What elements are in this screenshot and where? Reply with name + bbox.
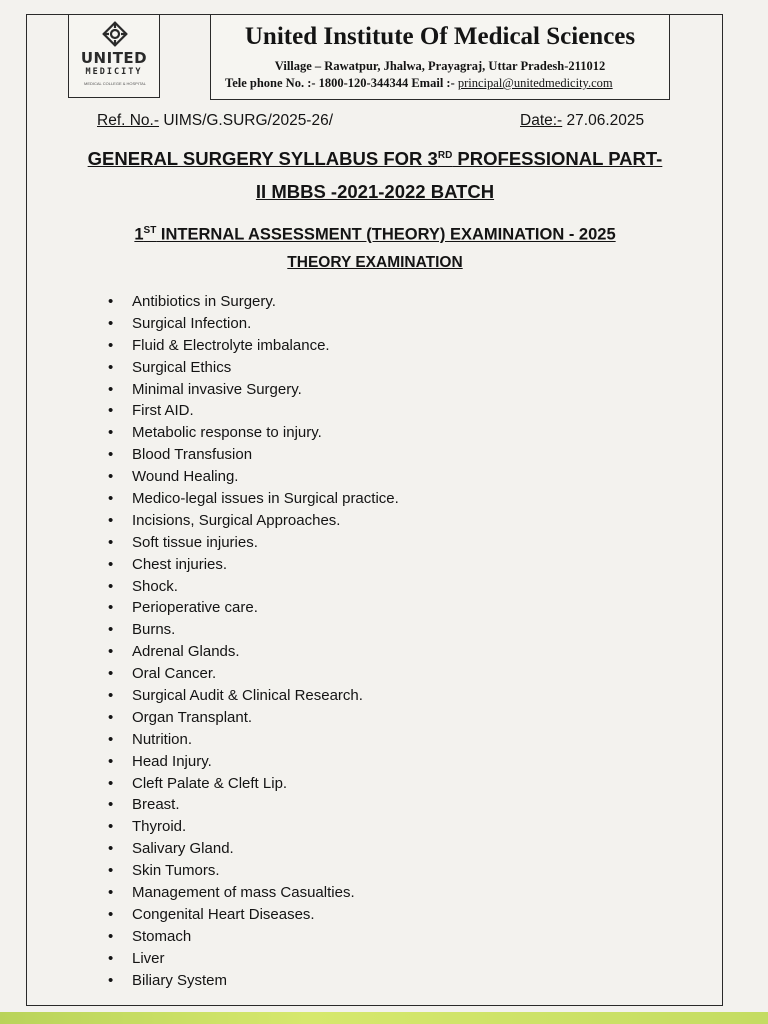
topic-item: • First AID. (108, 400, 668, 422)
syllabus-title-line2: II MBBS -2021-2022 BATCH (255, 181, 495, 202)
topic-item: • Surgical Ethics (108, 357, 668, 379)
topic-item: • Shock. (108, 576, 668, 598)
institute-name: United Institute Of Medical Sciences (244, 23, 636, 50)
topic-item: • Nutrition. (108, 729, 668, 751)
topic-item: • Biliary System (108, 970, 668, 992)
topic-item: • Medico-legal issues in Surgical practice. (108, 488, 668, 510)
topic-item: • Fluid & Electrolyte imbalance. (108, 335, 668, 357)
phone-label: Tele phone No. :- 1800-120-344344 Email :- (225, 76, 455, 90)
exam-subtitle: THEORY EXAMINATION (287, 254, 463, 271)
date-label: Date:- (520, 112, 563, 129)
topic-item: • Liver (108, 948, 668, 970)
topic-item: • Perioperative care. (108, 597, 668, 619)
institute-address: Village – Rawatpur, Jhalwa, Prayagraj, Uttar Pradesh-211012 (274, 59, 606, 73)
topic-item: • Adrenal Glands. (108, 641, 668, 663)
topic-item: • Chest injuries. (108, 554, 668, 576)
topic-item: • Minimal invasive Surgery. (108, 379, 668, 401)
topic-item: • Burns. (108, 619, 668, 641)
date-value: 27.06.2025 (562, 112, 645, 129)
topic-item: • Surgical Audit & Clinical Research. (108, 685, 668, 707)
topic-list (108, 291, 668, 992)
topic-item: • Surgical Infection. (108, 313, 668, 335)
topic-item: • Skin Tumors. (108, 860, 668, 882)
topic-item: • Blood Transfusion (108, 444, 668, 466)
logo-knot-icon (102, 21, 128, 47)
topic-item: • Metabolic response to injury. (108, 422, 668, 444)
topic-item: • Antibiotics in Surgery. (108, 291, 668, 313)
topic-item: • Breast. (108, 794, 668, 816)
institute-contact (225, 76, 665, 91)
scan-edge-strip (0, 1012, 768, 1024)
ref-label: Ref. No.- (97, 112, 160, 129)
topic-item: • Congenital Heart Diseases. (108, 904, 668, 926)
document-date (520, 112, 644, 130)
topic-item: • Thyroid. (108, 816, 668, 838)
topic-item: • Oral Cancer. (108, 663, 668, 685)
syllabus-title-line1: GENERAL SURGERY SYLLABUS FOR 3RD PROFESSIONAL PART- (87, 148, 663, 169)
logo-sub-text: MEDICITY (85, 67, 143, 77)
logo-tagline: MEDICAL COLLEGE & HOSPITAL (83, 81, 147, 86)
topic-item: • Stomach (108, 926, 668, 948)
ref-value: UIMS/G.SURG/2025-26/ (159, 112, 334, 129)
exam-title: 1ST INTERNAL ASSESSMENT (THEORY) EXAMINATION - 2025 (134, 225, 616, 244)
topic-item: • Cleft Palate & Cleft Lip. (108, 773, 668, 795)
email-link[interactable]: principal@unitedmedicity.com (457, 76, 613, 90)
reference-number (97, 112, 333, 130)
institute-logo (68, 14, 160, 98)
topic-item: • Head Injury. (108, 751, 668, 773)
topic-item: • Incisions, Surgical Approaches. (108, 510, 668, 532)
logo-brand-text: UNITED (80, 49, 148, 67)
letterhead (210, 14, 670, 100)
topic-item: • Organ Transplant. (108, 707, 668, 729)
topic-item: • Wound Healing. (108, 466, 668, 488)
topic-item: • Management of mass Casualties. (108, 882, 668, 904)
topic-item: • Soft tissue injuries. (108, 532, 668, 554)
topic-item: • Salivary Gland. (108, 838, 668, 860)
